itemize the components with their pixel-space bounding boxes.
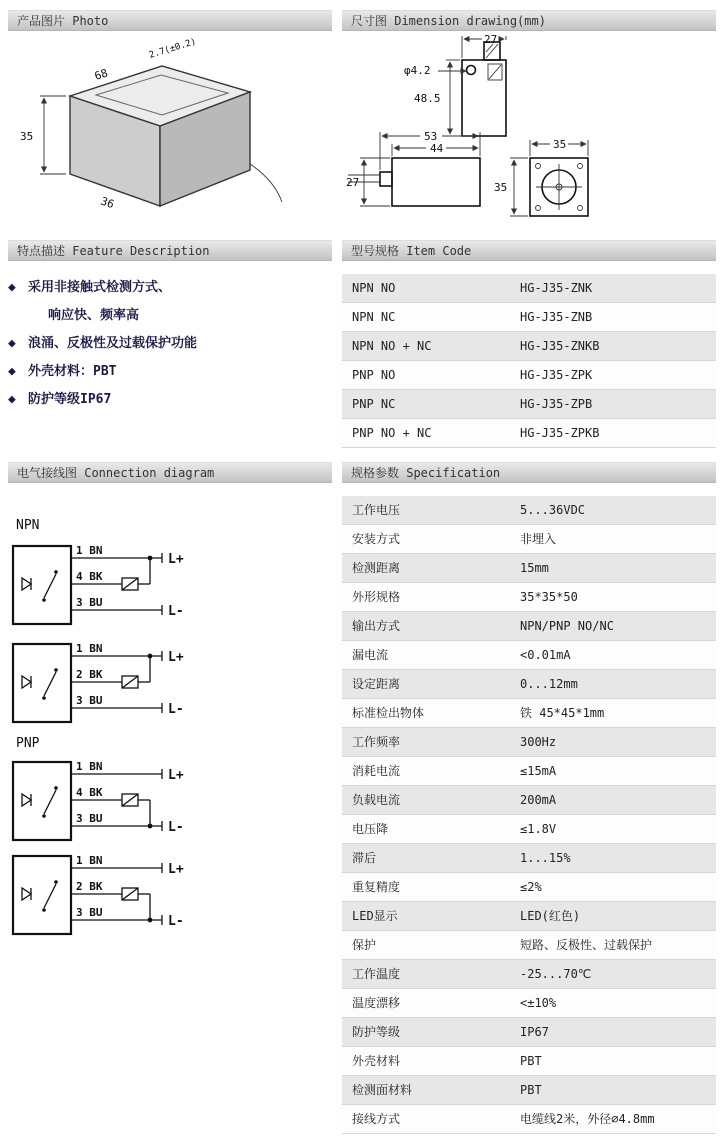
spec-row [342,989,716,1018]
diamond-bullet-icon: ◆ [8,364,16,379]
feature-text: 浪涌、反极性及过载保护功能 [28,336,198,351]
spec-row [342,525,716,554]
dim-side-height: 27 [346,176,360,189]
wiring-diagram-pnp-1 [10,756,220,848]
spec-row [342,583,716,612]
spec-row [342,1105,716,1134]
spec-label: LED显示 [352,909,398,923]
spec-table [342,496,716,1134]
product-photo-drawing [8,36,332,234]
dim-face-width: 35 [553,138,567,151]
cable-gland [380,172,392,186]
dim-body-length: 44 [430,142,444,155]
wiring-group-label-pnp: PNP [16,736,40,751]
spec-label: 消耗电流 [352,764,401,778]
spec-label: 负载电流 [352,793,401,807]
feature-text: 防护等级IP67 [28,392,112,407]
wiring-group-label-npn: NPN [16,518,40,533]
diode-icon [22,888,31,900]
item-code: HG-J35-ZNKB [520,339,600,353]
spec-row [342,612,716,641]
spec-label: 检测面材料 [352,1083,413,1097]
spec-label: 防护等级 [352,1025,401,1039]
section-header-features [8,240,332,261]
item-type: NPN NO [352,281,396,295]
junction-dot [148,556,153,561]
item-type: PNP NO + NC [352,426,432,440]
diode-icon [22,794,31,806]
item-type: NPN NC [352,310,396,324]
wire-label-bu: 3 BU [76,906,103,919]
item-code: HG-J35-ZNK [520,281,593,295]
spec-row [342,960,716,989]
spec-label: 滞后 [352,851,377,865]
diamond-bullet-icon: ◆ [8,336,16,351]
wire-label-bu: 3 BU [76,812,103,825]
section-title-dimension: 尺寸图 Dimension drawing(mm) [351,14,546,28]
dim-total-length: 53 [424,130,438,143]
feature-list [8,274,332,414]
spec-label: 接线方式 [352,1112,401,1126]
spec-label: 设定距离 [352,677,401,691]
spec-value: NPN/PNP NO/NC [520,619,614,633]
dimension-drawing [342,34,716,234]
junction-dot [148,824,153,829]
section-header-item-code [342,240,716,261]
spec-value: 15mm [520,561,549,575]
spec-value: ≤15mA [520,764,557,778]
spec-value: <±10% [520,996,557,1010]
spec-row [342,931,716,960]
spec-label: 漏电流 [352,648,389,662]
wiring-diagram-npn-1 [10,540,220,632]
spec-value: IP67 [520,1025,549,1039]
item-code-row [342,361,716,390]
diamond-bullet-icon: ◆ [8,280,16,295]
item-code-row [342,332,716,361]
dim-hole: φ4.2 [404,64,431,77]
photo-cable [250,164,282,202]
item-code-table [342,274,716,448]
switch-contact [44,790,56,814]
terminal-minus: L- [168,820,184,835]
wire-label-bu: 3 BU [76,694,103,707]
spec-row [342,757,716,786]
item-code: HG-J35-ZNB [520,310,593,324]
spec-row [342,699,716,728]
terminal-plus: L+ [168,768,184,783]
spec-row [342,786,716,815]
spec-value: 200mA [520,793,557,807]
spec-row [342,641,716,670]
section-title-item-code: 型号规格 Item Code [351,244,472,258]
photo-dim-height: 35 [20,130,34,143]
junction-dot [148,918,153,923]
feature-text: 采用非接触式检测方式、 [28,280,172,295]
feature-item [8,302,332,330]
spec-label: 标准检出物体 [352,706,425,720]
feature-item [8,358,332,386]
wire-label-bn: 1 BN [76,760,103,773]
dim-body-height: 48.5 [414,92,441,105]
feature-item [8,274,332,302]
spec-row [342,728,716,757]
spec-row [342,670,716,699]
spec-value: 5...36VDC [520,503,586,517]
spec-label: 工作温度 [352,967,401,981]
spec-value: <0.01mA [520,648,571,662]
spec-row [342,1076,716,1105]
dim-top-width: 27 [484,34,498,46]
spec-value: 1...15% [520,851,571,865]
section-header-dimension [342,10,716,31]
wire-label-bk: 4 BK [76,570,103,583]
spec-label: 输出方式 [352,619,401,633]
spec-value: ≤1.8V [520,822,557,836]
spec-label: 外形规格 [352,590,401,604]
feature-text: 响应快、频率高 [48,308,140,323]
feature-item [8,330,332,358]
photo-dim-slot: 2.7(±0.2) [147,37,198,61]
wire-label-bn: 1 BN [76,854,103,867]
switch-contact [44,672,56,696]
spec-value: ≤2% [520,880,542,894]
spec-row [342,815,716,844]
item-code: HG-J35-ZPK [520,368,593,382]
side-view-body [392,158,480,206]
spec-label: 检测距离 [352,561,401,575]
spec-label: 重复精度 [352,880,401,894]
spec-row [342,1047,716,1076]
spec-row [342,844,716,873]
item-code-row [342,419,716,448]
section-header-connection [8,462,332,483]
spec-value: PBT [520,1054,542,1068]
spec-value: 铁 45*45*1mm [520,706,605,720]
spec-label: 保护 [352,938,377,952]
spec-value: -25...70℃ [520,967,592,981]
item-code-row [342,303,716,332]
wire-label-bn: 1 BN [76,642,103,655]
spec-value: 0...12mm [520,677,578,691]
diode-icon [22,676,31,688]
spec-value: 短路、反极性、过载保护 [520,938,653,952]
terminal-plus: L+ [168,862,184,877]
spec-row [342,1018,716,1047]
dim-face-height: 35 [494,181,508,194]
spec-row [342,902,716,931]
wire-label-bk: 2 BK [76,880,103,893]
section-header-spec [342,462,716,483]
wire-label-bu: 3 BU [76,596,103,609]
item-type: PNP NC [352,397,396,411]
spec-value: PBT [520,1083,542,1097]
spec-value: 300Hz [520,735,557,749]
wire-label-bk: 2 BK [76,668,103,681]
spec-value: LED(红色) [520,909,581,923]
section-title-features: 特点描述 Feature Description [17,244,210,258]
spec-value: 电缆线2米，外径∅4.8mm [520,1112,655,1126]
spec-value: 35*35*50 [520,590,578,604]
wiring-diagram-pnp-2 [10,850,220,942]
diode-icon [22,578,31,590]
spec-label: 外壳材料 [352,1054,401,1068]
photo-dim-depth: 36 [99,194,116,212]
spec-label: 安装方式 [352,532,401,546]
feature-text: 外壳材料：PBT [28,364,117,379]
item-type: NPN NO + NC [352,339,432,353]
spec-value: 非埋入 [520,532,557,546]
spec-row [342,554,716,583]
switch-contact [44,574,56,598]
spec-label: 工作频率 [352,735,401,749]
spec-label: 电压降 [352,822,389,836]
spec-label: 温度漂移 [352,996,401,1010]
feature-item [8,386,332,414]
item-code-row [342,274,716,303]
switch-contact [44,884,56,908]
junction-dot [148,654,153,659]
terminal-minus: L- [168,914,184,929]
section-header-photo [8,10,332,31]
photo-dim-width: 68 [92,66,110,83]
terminal-minus: L- [168,702,184,717]
terminal-plus: L+ [168,552,184,567]
wiring-diagram-npn-2 [10,638,220,730]
diamond-bullet-icon: ◆ [8,392,16,407]
section-title-photo: 产品图片 Photo [17,14,109,28]
mounting-hole [467,66,476,75]
top-view-body [462,60,506,136]
terminal-plus: L+ [168,650,184,665]
spec-row [342,496,716,525]
item-type: PNP NO [352,368,396,382]
item-code-row [342,390,716,419]
terminal-minus: L- [168,604,184,619]
wire-label-bn: 1 BN [76,544,103,557]
wire-label-bk: 4 BK [76,786,103,799]
section-title-connection: 电气接线图 Connection diagram [17,466,215,480]
spec-label: 工作电压 [352,503,401,517]
spec-row [342,873,716,902]
item-code: HG-J35-ZPB [520,397,593,411]
section-title-spec: 规格参数 Specification [351,466,501,480]
item-code: HG-J35-ZPKB [520,426,600,440]
